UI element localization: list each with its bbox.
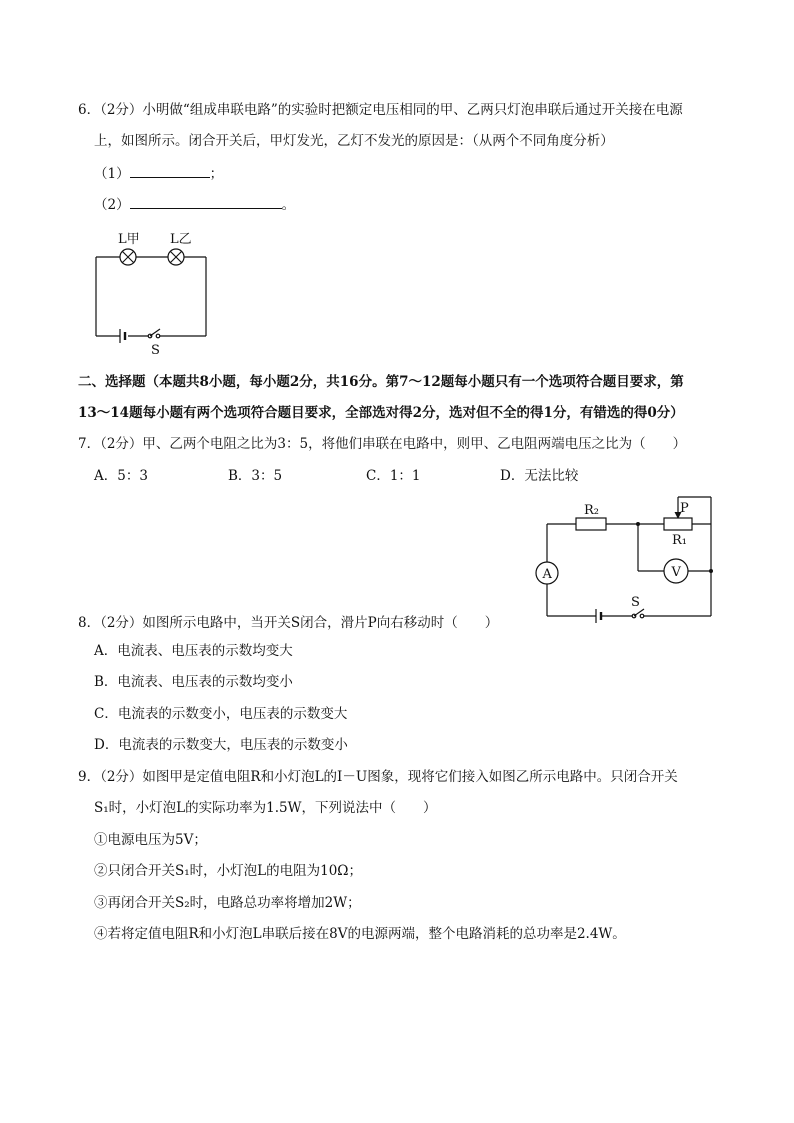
lamp-jia-icon (120, 249, 136, 265)
junction-dot (636, 522, 640, 526)
junction-dot (709, 569, 713, 573)
lamp-jia-label: L甲 (118, 232, 140, 247)
q8-option-b[interactable]: B．电流表、电压表的示数均变小 (94, 674, 293, 690)
q9-statement-2: ②只闭合开关S₁时，小灯泡L的电阻为10Ω； (94, 863, 362, 879)
q9-statement-4: ④若将定值电阻R和小灯泡L串联后接在8V的电源两端，整个电路消耗的总功率是2.4W。 (94, 926, 626, 942)
q8-option-d[interactable]: D．电流表的示数变大，电压表的示数变小 (94, 737, 348, 753)
q6-answer-2 (94, 195, 295, 214)
switch-icon (632, 609, 644, 618)
q9-stem-line1: 9．（2分）如图甲是定值电阻R和小灯泡L的I－U图象，现将它们接入如图乙所示电路中。只闭合开关 (78, 769, 678, 785)
resistor-r1-icon (664, 518, 692, 530)
q7-option-b[interactable]: B．3：5 (228, 468, 283, 484)
r1-label: R₁ (672, 533, 687, 548)
q6-stem-line1: 6．（2分）小明做“组成串联电路”的实验时把额定电压相同的甲、乙两只灯泡串联后通过开关接在电源 (78, 102, 683, 118)
q8-option-a[interactable]: A．电流表、电压表的示数均变大 (94, 643, 293, 659)
q6-stem-line2: 上，如图所示。闭合开关后，甲灯发光，乙灯不发光的原因是：（从两个不同角度分析） (94, 133, 614, 149)
lamp-yi-label: L乙 (170, 232, 192, 247)
q6-blank1-prefix: （1） (94, 166, 130, 182)
switch-label: S (631, 595, 640, 610)
q8-circuit-diagram (530, 494, 730, 624)
lamp-yi-icon (168, 249, 184, 265)
resistor-r2-icon (576, 518, 606, 530)
battery-icon (120, 329, 125, 343)
ammeter-label: A (542, 567, 552, 582)
q6-blank2-prefix: （2） (94, 197, 130, 213)
battery-icon (596, 609, 601, 623)
q7-option-a[interactable]: A．5：3 (94, 468, 148, 484)
voltmeter-label: V (671, 565, 681, 580)
q7-stem: 7．（2分）甲、乙两个电阻之比为3：5，将他们串联在电路中，则甲、乙电阻两端电压之比为（ ） (78, 436, 687, 452)
slider-p-label: P (680, 501, 689, 516)
q8-option-c[interactable]: C．电流表的示数变小，电压表的示数变大 (94, 706, 348, 722)
q9-statement-3: ③再闭合开关S₂时，电路总功率将增加2W； (94, 895, 361, 911)
q6-answer-1 (94, 164, 223, 183)
voltmeter-icon (664, 559, 688, 583)
q7-option-c[interactable]: C．1：1 (366, 468, 421, 484)
section2-heading-line1: 二、选择题（本题共8小题，每小题2分，共16分。第7～12题每小题只有一个选项符合题目要求，第 (78, 374, 684, 390)
q8-stem: 8．（2分）如图所示电路中，当开关S闭合，滑片P向右移动时（ ） (78, 615, 499, 631)
section2-heading-line2: 13～14题每小题有两个选项符合题目要求，全部选对得2分，选对但不全的得1分，有错选的得0分） (78, 405, 684, 421)
switch-icon (148, 329, 160, 338)
q6-circuit-diagram (90, 226, 220, 356)
q9-statement-1: ①电源电压为5V； (94, 832, 207, 848)
q6-blank2-suffix: 。 (281, 197, 296, 213)
q9-stem-line2: S₁时，小灯泡L的实际功率为1.5W，下列说法中（ ） (94, 800, 437, 816)
switch-label: S (151, 343, 160, 358)
r2-label: R₂ (584, 503, 599, 518)
q6-blank1-field[interactable] (130, 164, 210, 178)
q7-option-d[interactable]: D．无法比较 (500, 468, 579, 484)
ammeter-icon (536, 562, 558, 584)
q6-blank1-suffix: ； (209, 166, 224, 182)
q6-blank2-field[interactable] (130, 195, 282, 209)
